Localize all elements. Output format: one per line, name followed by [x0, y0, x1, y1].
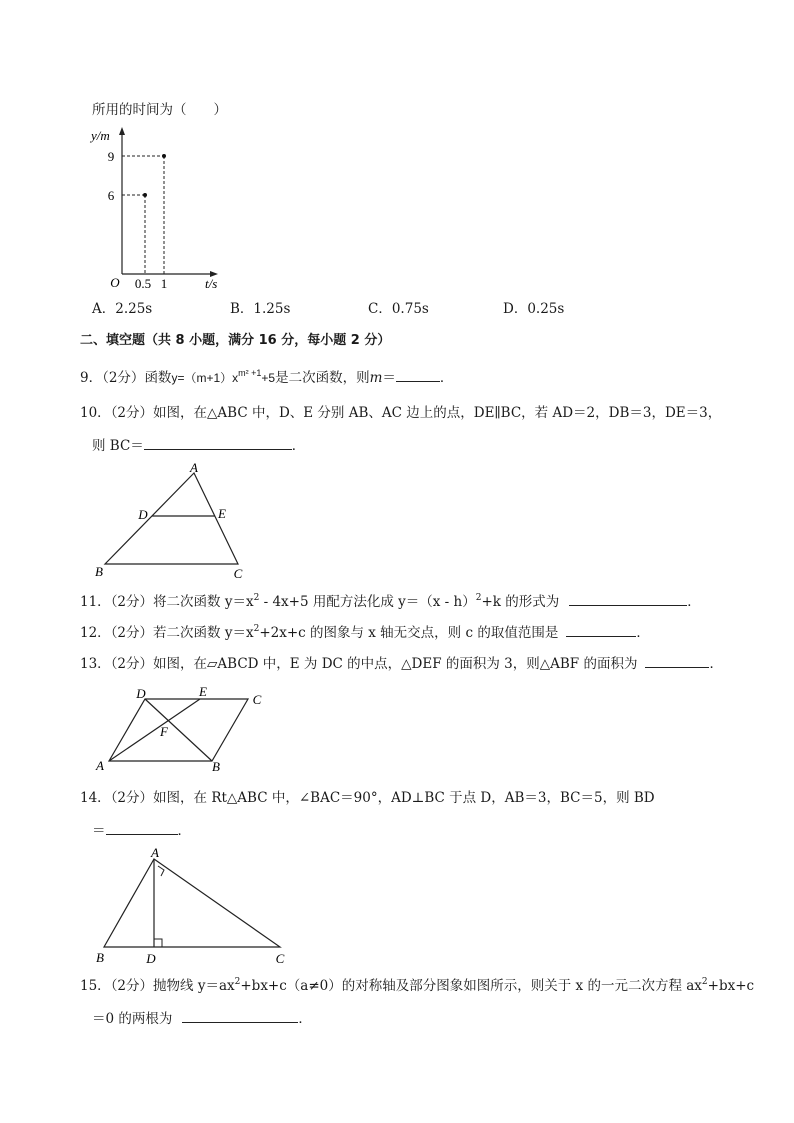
q14-answer-blank[interactable] — [106, 820, 178, 835]
q14-right-triangle-figure — [88, 843, 298, 968]
label-c: C — [275, 951, 285, 966]
label-a: A — [96, 758, 104, 773]
q12-answer-blank[interactable] — [566, 622, 636, 637]
label-e: E — [218, 506, 226, 521]
q10-triangle-figure — [88, 458, 258, 583]
y-axis-label: y/m — [91, 128, 110, 143]
q10-line2: 则 BC＝ ． — [92, 435, 305, 455]
q10-answer-blank[interactable] — [144, 435, 292, 450]
label-e: E — [199, 684, 207, 699]
section-title: 二、填空题（共 8 小题，满分 16 分，每小题 2 分） — [80, 333, 391, 348]
y-tick-6: 6 — [107, 188, 115, 203]
q8-option-c: C．0.75s — [368, 301, 429, 317]
right-angle-mark-a — [158, 866, 164, 876]
label-a: A — [151, 845, 159, 860]
label-d: D — [146, 951, 156, 966]
q8-option-d: D．0.25s — [503, 301, 565, 317]
triangle-abc — [104, 859, 280, 947]
point-1-9 — [162, 154, 166, 158]
q8-stem: 所用的时间为（ ） — [92, 102, 227, 118]
right-angle-mark-d — [154, 939, 162, 947]
q8-option-b: B．1.25s — [230, 301, 291, 317]
label-a: A — [190, 460, 198, 475]
label-b: B — [212, 759, 220, 774]
label-d: D — [136, 686, 146, 701]
point-05-6 — [143, 193, 147, 197]
q14-line1: 14．（2分）如图，在 Rt△ABC 中，∠BAC＝90°，AD⊥BC 于点 D，AB＝3，BC＝5，则 BD — [80, 790, 655, 806]
q13-answer-blank[interactable] — [645, 653, 709, 668]
label-f: F — [160, 724, 168, 739]
q8-graph — [85, 122, 235, 292]
label-b: B — [96, 950, 104, 965]
q8-option-a: A．2.25s — [92, 301, 153, 317]
y-axis-arrow — [119, 127, 125, 135]
q9-answer-blank[interactable] — [396, 367, 440, 382]
q11-answer-blank[interactable] — [569, 591, 687, 606]
label-c: C — [233, 566, 243, 581]
q13: 13．（2分）如图，在▱ABCD 中，E 为 DC 的中点，△DEF 的面积为 3，则△ABF 的面积为 ． — [80, 653, 723, 673]
q13-parallelogram-figure — [90, 684, 270, 776]
label-d: D — [138, 507, 148, 522]
label-b: B — [95, 564, 103, 579]
q9: 9．（2分）函数$y=(m+1)x^{m^2 +1}+5$是二次函数，则m＝ ． — [80, 368, 454, 386]
y-tick-9: 9 — [107, 149, 115, 164]
q14-line2: ＝ ． — [92, 820, 191, 840]
origin-label: O — [110, 275, 120, 290]
q15-line2: ＝0 的两根为 ． — [92, 1008, 312, 1028]
x-tick-1: 1 — [160, 276, 168, 291]
label-c: C — [252, 692, 262, 707]
q15-line1: 15．（2分）抛物线 $y=ax^2+bx+c(a\ne 0)$的对称轴及部分图象如图所示，则关于 x 的一元二次方程 $ax^2+bx+c$ — [80, 977, 755, 994]
q11: 11．（2分）将二次函数 $y=x^2 - 4x+5$ 用配方法化成 y＝（x - h）$^2$+k 的形式为 ． — [80, 593, 701, 610]
q12: 12．（2分）若二次函数 $y=x^2+2x+c$ 的图象与 x 轴无交点，则 c 的取值范围是 ． — [80, 624, 650, 641]
x-axis-label: t/s — [205, 276, 218, 291]
q15-answer-blank[interactable] — [182, 1008, 298, 1023]
q10-line1: 10．（2分）如图，在△ABC 中，D、E 分别 AB、AC 边上的点，DE∥BC，若 AD＝2，DB＝3，DE＝3， — [80, 405, 722, 421]
x-tick-05: 0.5 — [134, 276, 152, 291]
